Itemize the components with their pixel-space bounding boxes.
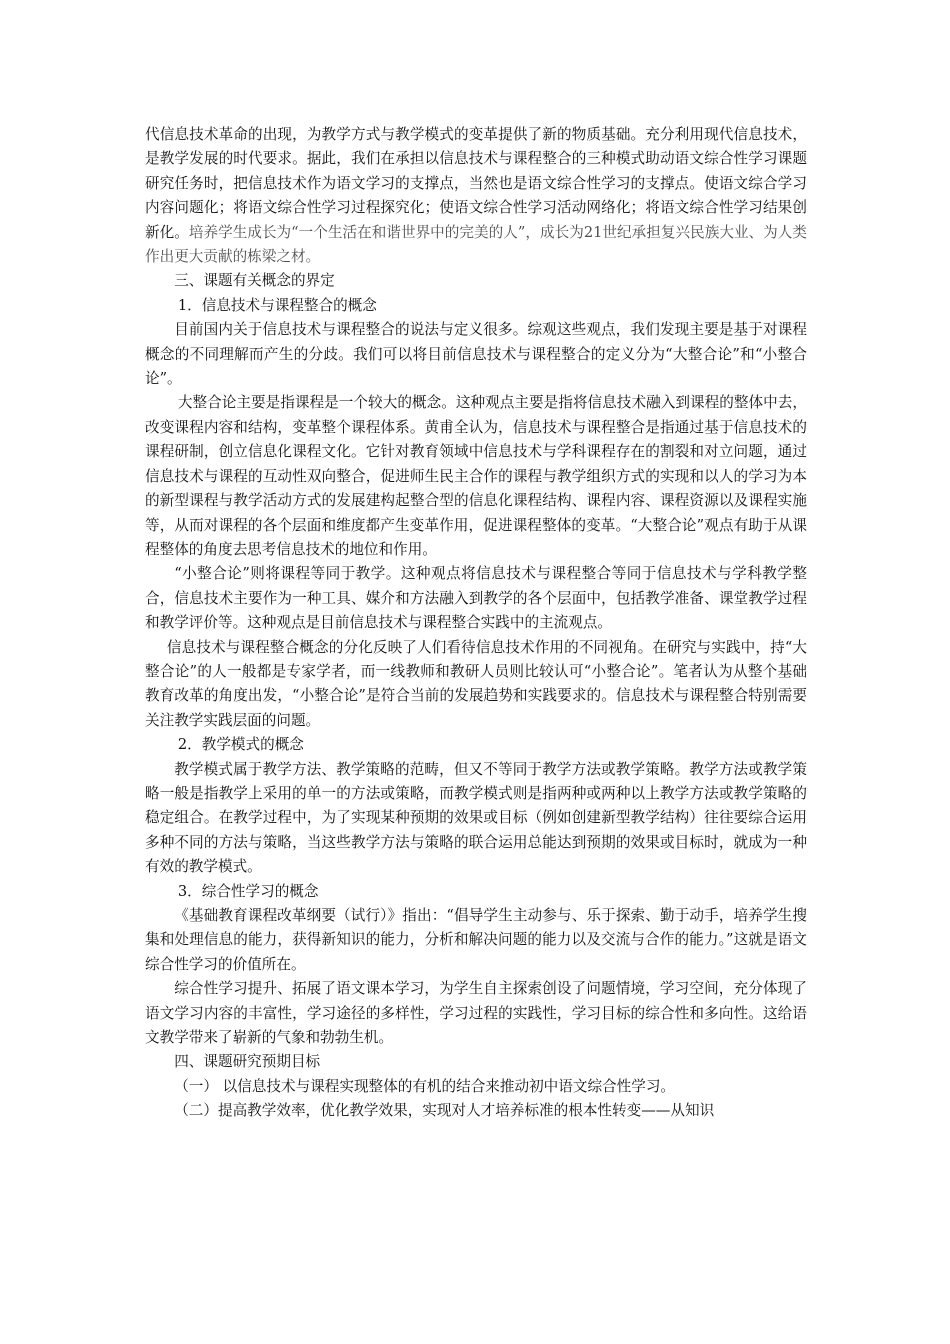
subsection-2-heading: 2．教学模式的概念 xyxy=(177,736,304,754)
document-body xyxy=(145,123,807,1124)
intro-text: 代信息技术革命的出现，为教学方式与教学模式的变革提供了新的物质基础。充分利用现代信息技术，是教学发展的时代要求。据此，我们在承担以信息技术与课程整合的三种模式助动语文综合性学习课题研究任务时，把信息技术作为语文学习的支撑点，当然也是语文综合性学习的支撑点。使语文综合学习内容问题化；将语文综合性学习过程探究化；使语文综合性学习活动网络化；将语文综合性学习结果创新化。 xyxy=(145,126,807,241)
subsection-1-heading: 1．信息技术与课程整合的概念 xyxy=(177,296,377,314)
goal-2: （二）提高教学效率，优化教学效果，实现对人才培养标准的根本性转变——从知识 xyxy=(174,1102,715,1120)
s2-paragraph-1: 教学模式属于教学方法、教学策略的范畴，但又不等同于教学方法或教学策略。教学方法或教学策略一般是指教学上采用的单一的方法或策略，而教学模式则是指两种或两种以上教学方法或教学策略的稳定组合。在教学过程中，为了实现某种预期的效果或目标（例如创建新型教学结构）往往要综合运用多种不同的方法与策略，当这些教学方法与策略的联合运用总能达到预期的效果或目标时，就成为一种有效的教学模式。 xyxy=(145,760,807,876)
s1-paragraph-4: 信息技术与课程整合概念的分化反映了人们看待信息技术作用的不同视角。在研究与实践中，持“大整合论”的人一般都是专家学者，而一线教师和教研人员则比较认可“小整合论”。笔者认为从整个基础教育改革的角度出发，“小整合论”是符合当前的发展趋势和实践要求的。信息技术与课程整合特别需要关注教学实践层面的问题。 xyxy=(145,638,807,729)
intro-paragraph xyxy=(145,123,807,269)
intro-highlight-text: 培养学生成长为“一个生活在和谐世界中的完美的人”，成长为21世纪承担复兴民族大业、为人类作出更大贡献的栋梁之材。 xyxy=(145,223,807,266)
s3-paragraph-2: 综合性学习提升、拓展了语文课本学习，为学生自主探索创设了问题情境，学习空间，充分体现了语文学习内容的丰富性，学习途径的多样性，学习过程的实践性，学习目标的综合性和多向性。这给语文教学带来了崭新的气象和勃勃生机。 xyxy=(145,980,807,1047)
subsection-3-heading: 3．综合性学习的概念 xyxy=(177,882,319,900)
goal-1: （一） 以信息技术与课程实现整体的有机的结合来推动初中语文综合性学习。 xyxy=(174,1077,676,1095)
s1-paragraph-1: 目前国内关于信息技术与课程整合的说法与定义很多。综观这些观点，我们发现主要是基于对课程概念的不同理解而产生的分歧。我们可以将目前信息技术与课程整合的定义分为“大整合论”和“小整合论”。 xyxy=(145,321,807,388)
section-3-heading: 三、课题有关概念的界定 xyxy=(174,272,335,290)
s1-paragraph-2: 大整合论主要是指课程是一个较大的概念。这种观点主要是指将信息技术融入到课程的整体中去，改变课程内容和结构，变革整个课程体系。黄甫全认为，信息技术与课程整合是指通过基于信息技术的课程研制，创立信息化课程文化。它针对教育领域中信息技术与学科课程存在的割裂和对立问题，通过信息技术与课程的互动性双向整合，促进师生民主合作的课程与教学组织方式的实现和以人的学习为本的新型课程与教学活动方式的发展建构起整合型的信息化课程结构、课程内容、课程资源以及课程实施等，从而对课程的各个层面和维度都产生变革作用，促进课程整体的变革。“大整合论”观点有助于从课程整体的角度去思考信息技术的地位和作用。 xyxy=(145,394,807,558)
s1-paragraph-3: “小整合论”则将课程等同于教学。这种观点将信息技术与课程整合等同于信息技术与学科教学整合，信息技术主要作为一种工具、媒介和方法融入到教学的各个层面中，包括教学准备、课堂教学过程和教学评价等。这种观点是目前信息技术与课程整合实践中的主流观点。 xyxy=(145,565,807,632)
section-4-heading: 四、课题研究预期目标 xyxy=(174,1053,321,1071)
s3-paragraph-1: 《基础教育课程改革纲要（试行）》指出：“倡导学生主动参与、乐于探索、勤于动手，培养学生搜集和处理信息的能力，获得新知识的能力，分析和解决问题的能力以及交流与合作的能力。”这就是语文综合性学习的价值所在。 xyxy=(145,907,807,973)
